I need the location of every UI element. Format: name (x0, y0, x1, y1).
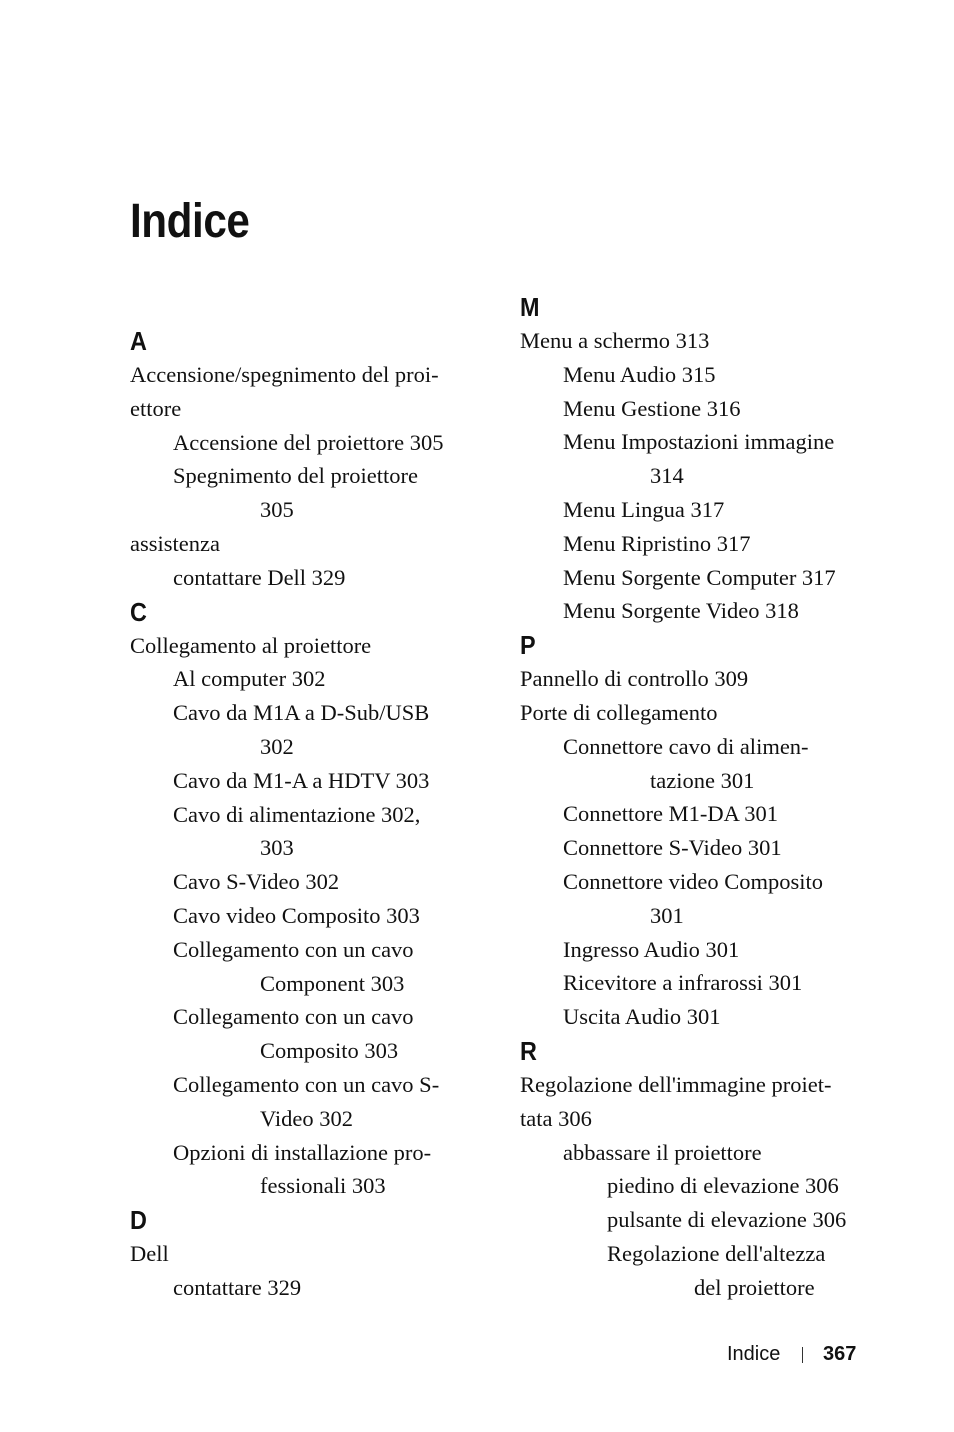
index-subentry: Accensione del proiettore 305 (173, 429, 444, 455)
index-entry: Pannello di controllo 309 (520, 666, 749, 692)
index-subentry: Opzioni di installazione pro- (173, 1139, 432, 1165)
index-subentry: contattare 329 (173, 1274, 302, 1300)
page-title: Indice (130, 195, 250, 249)
index-subentry: Composito 303 (260, 1038, 399, 1064)
index-subentry: piedino di elevazione 306 (607, 1173, 839, 1199)
index-subentry: Connettore M1-DA 301 (563, 801, 778, 827)
index-subentry: Menu Lingua 317 (563, 496, 725, 522)
index-subentry: 301 (650, 902, 684, 928)
index-entry: Regolazione dell'immagine proiet- (520, 1071, 832, 1097)
index-letter-heading: D (130, 1205, 147, 1236)
index-subentry: Connettore S-Video 301 (563, 835, 782, 861)
index-subentry: Regolazione dell'altezza (607, 1240, 826, 1266)
footer-section-label: Indice (727, 1343, 781, 1365)
index-entry: Menu a schermo 313 (520, 328, 710, 353)
index-subentry: Menu Sorgente Video 318 (563, 598, 799, 624)
index-letter-heading: C (130, 596, 147, 627)
index-subentry: Connettore cavo di alimen- (563, 733, 809, 759)
index-subentry: 314 (650, 463, 684, 489)
index-entry: Porte di collegamento (520, 699, 718, 725)
index-subentry: Collegamento con un cavo (173, 1004, 414, 1030)
index-entry: Dell (130, 1241, 169, 1267)
index-subentry: Uscita Audio 301 (563, 1004, 721, 1030)
index-subentry: Cavo da M1A a D-Sub/USB (173, 700, 430, 726)
index-entry: Collegamento al proiettore (130, 632, 372, 658)
index-letter-heading: A (130, 326, 147, 356)
index-letter-heading: P (520, 630, 536, 661)
index-subentry: Ingresso Audio 301 (563, 936, 740, 962)
index-subentry: 302 (260, 733, 294, 759)
index-subentry: Cavo video Composito 303 (173, 902, 420, 928)
index-entry: assistenza (130, 530, 220, 556)
index-subentry: 305 (260, 497, 294, 523)
footer-divider (802, 1347, 803, 1363)
index-subentry: Cavo S-Video 302 (173, 869, 340, 895)
index-entry: tata 306 (520, 1105, 592, 1131)
index-subentry: Menu Impostazioni immagine (563, 429, 835, 455)
index-subentry: Component 303 (260, 970, 405, 996)
index-subentry: Video 302 (260, 1105, 354, 1131)
index-subentry: fessionali 303 (260, 1173, 386, 1199)
index-column-right (520, 290, 890, 1305)
index-subentry: abbassare il proiettore (563, 1139, 762, 1165)
index-subentry: tazione 301 (650, 767, 755, 793)
index-subentry: Menu Ripristino 317 (563, 530, 751, 556)
index-subentry: pulsante di elevazione 306 (607, 1207, 847, 1233)
index-letter-heading: R (520, 1035, 537, 1066)
index-subentry: Al computer 302 (173, 666, 326, 692)
index-column-left (130, 324, 500, 1305)
index-subentry: Cavo di alimentazione 302, (173, 801, 421, 827)
index-subentry: Connettore video Composito (563, 868, 823, 894)
index-subentry: Menu Sorgente Computer 317 (563, 564, 836, 590)
index-subentry: Cavo da M1-A a HDTV 303 (173, 767, 430, 793)
index-entry: ettore (130, 395, 182, 421)
index-subentry: Menu Gestione 316 (563, 395, 741, 421)
index-subentry: 303 (260, 835, 294, 861)
index-subentry: Collegamento con un cavo (173, 936, 414, 962)
index-letter-heading: M (520, 292, 540, 322)
index-subentry: Collegamento con un cavo S- (173, 1071, 440, 1097)
page-footer (0, 1340, 954, 1368)
page-number: 367 (823, 1343, 857, 1365)
index-entry: Accensione/spegnimento del proi- (130, 362, 439, 387)
index-subentry: Menu Audio 315 (563, 361, 716, 387)
index-subentry: Ricevitore a infrarossi 301 (563, 970, 803, 996)
index-subentry: contattare Dell 329 (173, 564, 346, 590)
index-subentry: del proiettore (694, 1274, 815, 1300)
index-subentry: Spegnimento del proiettore (173, 463, 418, 489)
